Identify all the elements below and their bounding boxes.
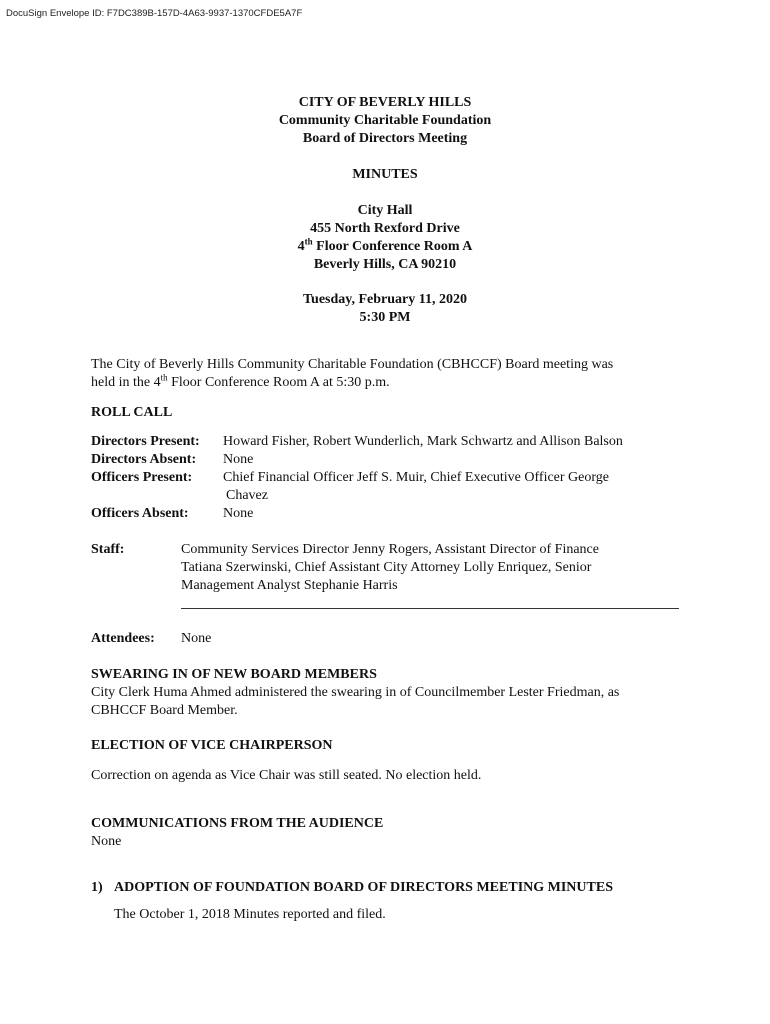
officers-present-label: Officers Present: [91,470,193,485]
officers-absent: None [223,506,254,521]
communications-heading: COMMUNICATIONS FROM THE AUDIENCE [91,816,384,831]
officers-absent-label: Officers Absent: [91,506,189,521]
directors-present: Howard Fisher, Robert Wunderlich, Mark Schwartz and Allison Balson [223,434,623,449]
item-1-text: The October 1, 2018 Minutes reported and filed. [114,907,386,922]
swearing-line-2: CBHCCF Board Member. [91,703,238,718]
election-text: Correction on agenda as Vice Chair was still seated. No election held. [91,768,482,783]
meeting-date: Tuesday, February 11, 2020 [302,292,467,307]
communications-text: None [91,834,122,849]
venue: City Hall [357,203,413,218]
election-heading: ELECTION OF VICE CHAIRPERSON [91,738,333,753]
directors-absent-label: Directors Absent: [91,452,197,467]
divider-line [181,608,679,609]
staff-line-2: Tatiana Szerwinski, Chief Assistant City Attorney Lolly Enriquez, Senior [181,560,592,575]
intro-line-1: The City of Beverly Hills Community Charitable Foundation (CBHCCF) Board meeting was [91,357,614,372]
meeting-name: Board of Directors Meeting [302,131,468,146]
foundation-name: Community Charitable Foundation [278,113,492,128]
meeting-time: 5:30 PM [359,310,411,325]
staff-line-3: Management Analyst Stephanie Harris [181,578,398,593]
intro-line-2: held in the 4th Floor Conference Room A at 5:30 p.m. [91,372,390,390]
directors-absent: None [223,452,254,467]
item-1-number: 1) [91,880,103,895]
city-title: CITY OF BEVERLY HILLS [298,95,472,110]
staff-line-1: Community Services Director Jenny Rogers, Assistant Director of Finance [181,542,599,557]
address: 455 North Rexford Drive [310,221,460,236]
attendees-label: Attendees: [91,631,155,646]
officers-present-line-1: Chief Financial Officer Jeff S. Muir, Chief Executive Officer George [223,470,610,485]
floor-room: 4th Floor Conference Room A [297,236,473,254]
directors-present-label: Directors Present: [91,434,200,449]
swearing-heading: SWEARING IN OF NEW BOARD MEMBERS [91,667,377,682]
staff-label: Staff: [91,542,125,557]
officers-present-line-2: Chavez [226,488,268,503]
item-1-heading: ADOPTION OF FOUNDATION BOARD OF DIRECTORS MEETING MINUTES [114,880,613,895]
docusign-envelope-id: DocuSign Envelope ID: F7DC389B-157D-4A63-9937-1370CFDE5A7F [6,8,303,19]
doc-type: MINUTES [352,167,418,182]
roll-call-heading: ROLL CALL [91,405,173,420]
city-state: Beverly Hills, CA 90210 [313,257,457,272]
attendees: None [181,631,212,646]
swearing-line-1: City Clerk Huma Ahmed administered the swearing in of Councilmember Lester Friedman, as [91,685,620,700]
